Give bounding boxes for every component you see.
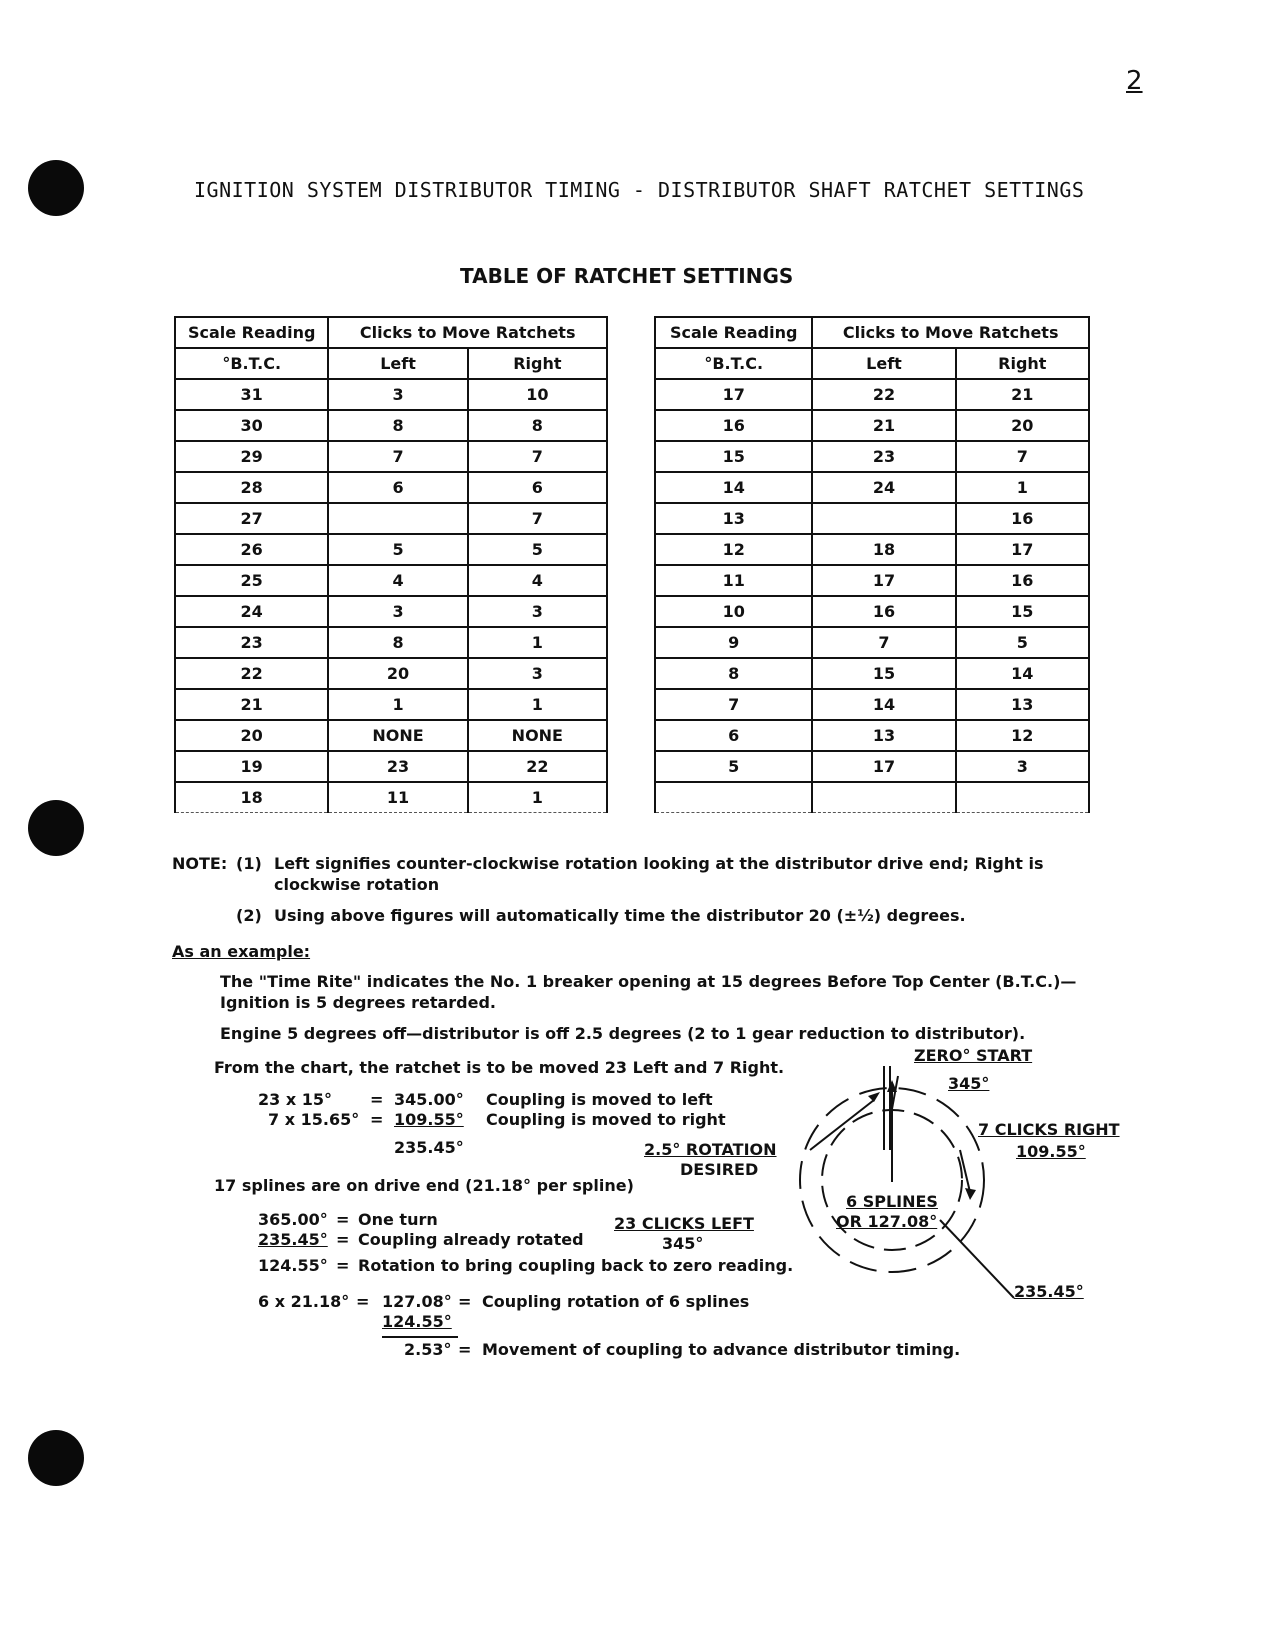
cell-left-clicks: 15 [812,658,955,689]
rotation-leader [810,1100,874,1150]
cell-left-clicks: 3 [328,596,467,627]
cell-right-clicks: 15 [956,596,1089,627]
cell-scale-reading: 29 [175,441,328,472]
cell-left-clicks: 3 [328,379,467,410]
cell-scale-reading: 5 [655,751,812,782]
table-row [175,658,607,689]
table-row [175,627,607,658]
table-row [175,441,607,472]
table-row [655,565,1089,596]
calc-8-value: 124.55° [382,1312,452,1331]
diagram-rotation-line1: 2.5° ROTATION [644,1140,777,1159]
table-row [175,534,607,565]
diagram-bottom-value: 235.45° [1014,1282,1084,1301]
calc-2-equals: = [370,1110,384,1129]
diagram-zero-value: 345° [948,1074,990,1093]
note-1-line1: Left signifies counter-clockwise rotation looking at the distributor drive end; Right is [274,854,1044,873]
note-2-number: (2) [236,906,262,925]
bottom-leader [940,1220,1014,1298]
calc-9-separator [382,1336,458,1338]
example-paragraph-1-line1: The "Time Rite" indicates the No. 1 breaker opening at 15 degrees Before Top Center (B.T.C.)— [220,972,1077,991]
header-right: Right [956,348,1089,379]
cell-scale-reading: 30 [175,410,328,441]
diagram-clicks-right-value: 109.55° [1016,1142,1086,1161]
table-header-row [655,317,1089,348]
table-row [175,782,607,813]
cell-right-clicks: 5 [956,627,1089,658]
calc-9-description: Movement of coupling to advance distributor timing. [482,1340,961,1359]
calc-9-result: 2.53° [404,1340,452,1359]
cell-left-clicks: 7 [812,627,955,658]
calc-7-expression: 6 x 21.18° [258,1292,350,1311]
cell-left-clicks [812,782,955,813]
cell-left-clicks: 20 [328,658,467,689]
cell-scale-reading: 8 [655,658,812,689]
calc-7-result: 127.08° [382,1292,452,1311]
ratchet-table-left [174,316,608,813]
cell-right-clicks: 10 [468,379,607,410]
cell-left-clicks: 23 [812,441,955,472]
cell-scale-reading: 20 [175,720,328,751]
cell-scale-reading: 19 [175,751,328,782]
cell-scale-reading: 11 [655,565,812,596]
calc-9-equals: = [458,1340,472,1359]
header-left: Left [328,348,467,379]
cell-scale-reading: 10 [655,596,812,627]
cell-right-clicks: 3 [956,751,1089,782]
cell-left-clicks [812,503,955,534]
cell-left-clicks: NONE [328,720,467,751]
table-row [175,720,607,751]
cell-left-clicks: 7 [328,441,467,472]
header-btc: °B.T.C. [175,348,328,379]
cell-left-clicks: 5 [328,534,467,565]
cell-scale-reading: 25 [175,565,328,596]
cell-right-clicks: 21 [956,379,1089,410]
calc-4-equals: = [336,1210,350,1229]
cell-left-clicks [328,503,467,534]
table-row [655,782,1089,813]
table-row [655,689,1089,720]
calc-5-equals: = [336,1230,350,1249]
document-title: IGNITION SYSTEM DISTRIBUTOR TIMING - DISTRIBUTOR SHAFT RATCHET SETTINGS [194,178,1085,202]
diagram-zero-start: ZERO° START [914,1046,1033,1065]
cell-left-clicks: 8 [328,627,467,658]
calc-4-description: One turn [358,1210,438,1229]
calc-1-expression: 23 x 15° [258,1090,332,1109]
splines-info: 17 splines are on drive end (21.18° per spline) [214,1176,634,1195]
calc-2-expression: 7 x 15.65° [268,1110,360,1129]
cell-left-clicks: 16 [812,596,955,627]
table-subheader-row [175,348,607,379]
calc-6-equals: = [336,1256,350,1275]
header-scale-reading: Scale Reading [175,317,328,348]
cell-right-clicks: 7 [956,441,1089,472]
diagram-rotation-line2: DESIRED [680,1160,759,1179]
cell-left-clicks: 4 [328,565,467,596]
cell-left-clicks: 8 [328,410,467,441]
calc-2-description: Coupling is moved to right [486,1110,726,1129]
diagram-clicks-left-value: 345° [662,1234,704,1253]
diagram-splines-line2: OR 127.08° [836,1212,938,1231]
cell-right-clicks: 14 [956,658,1089,689]
example-paragraph-2: Engine 5 degrees off—distributor is off 2.5 degrees (2 to 1 gear reduction to distributor). [220,1024,1026,1043]
calc-1-result: 345.00° [394,1090,464,1109]
table-row [175,472,607,503]
cell-scale-reading: 18 [175,782,328,813]
cell-right-clicks [956,782,1089,813]
header-scale-reading: Scale Reading [655,317,812,348]
table-row [175,751,607,782]
cell-right-clicks: 4 [468,565,607,596]
table-row [655,751,1089,782]
example-heading: As an example: [172,942,311,961]
cell-scale-reading: 31 [175,379,328,410]
binder-hole-top [28,160,84,216]
calc-7-equals-2: = [458,1292,472,1311]
cell-right-clicks: 20 [956,410,1089,441]
cell-left-clicks: 17 [812,565,955,596]
header-right: Right [468,348,607,379]
cell-scale-reading: 21 [175,689,328,720]
calc-5-description: Coupling already rotated [358,1230,584,1249]
cell-left-clicks: 14 [812,689,955,720]
table-row [175,565,607,596]
cell-left-clicks: 6 [328,472,467,503]
cell-scale-reading: 9 [655,627,812,658]
cell-right-clicks: 5 [468,534,607,565]
cell-right-clicks: 6 [468,472,607,503]
ratchet-table-right [654,316,1090,813]
diagram-clicks-left: 23 CLICKS LEFT [614,1214,754,1233]
table-row [655,410,1089,441]
cell-scale-reading: 24 [175,596,328,627]
table-row [655,472,1089,503]
cell-right-clicks: 3 [468,658,607,689]
table-subheader-row [655,348,1089,379]
table-row [175,503,607,534]
cell-right-clicks: 7 [468,441,607,472]
cell-left-clicks: 22 [812,379,955,410]
cell-scale-reading: 23 [175,627,328,658]
calc-6-value: 124.55° [258,1256,328,1275]
table-row [655,627,1089,658]
cell-scale-reading: 22 [175,658,328,689]
example-paragraph-3: From the chart, the ratchet is to be moved 23 Left and 7 Right. [214,1058,785,1077]
binder-hole-bottom [28,1430,84,1486]
calc-6-description: Rotation to bring coupling back to zero reading. [358,1256,794,1275]
header-btc: °B.T.C. [655,348,812,379]
cell-left-clicks: 18 [812,534,955,565]
binder-hole-middle [28,800,84,856]
header-clicks: Clicks to Move Ratchets [812,317,1089,348]
cell-right-clicks: NONE [468,720,607,751]
cell-right-clicks: 8 [468,410,607,441]
cell-right-clicks: 1 [956,472,1089,503]
cell-left-clicks: 23 [328,751,467,782]
calc-1-equals: = [370,1090,384,1109]
cell-right-clicks: 3 [468,596,607,627]
cell-right-clicks: 16 [956,565,1089,596]
cell-scale-reading: 14 [655,472,812,503]
calc-5-value: 235.45° [258,1230,328,1249]
diagram-splines-line1: 6 SPLINES [846,1192,938,1211]
cell-left-clicks: 24 [812,472,955,503]
note-1-number: (1) [236,854,262,873]
cell-right-clicks: 12 [956,720,1089,751]
cell-right-clicks: 16 [956,503,1089,534]
cell-scale-reading: 16 [655,410,812,441]
cell-scale-reading [655,782,812,813]
example-paragraph-1-line2: Ignition is 5 degrees retarded. [220,993,497,1012]
page-number: 2 [1126,66,1143,96]
cell-scale-reading: 28 [175,472,328,503]
cell-scale-reading: 27 [175,503,328,534]
calc-7-equals: = [356,1292,370,1311]
cell-left-clicks: 1 [328,689,467,720]
note-1-line2: clockwise rotation [274,875,440,894]
cell-left-clicks: 13 [812,720,955,751]
note-2-text: Using above figures will automatically time the distributor 20 (±½) degrees. [274,906,966,925]
calc-3-total: 235.45° [394,1138,464,1157]
calc-2-result: 109.55° [394,1110,464,1129]
cell-right-clicks: 1 [468,782,607,813]
cell-scale-reading: 15 [655,441,812,472]
header-clicks: Clicks to Move Ratchets [328,317,607,348]
table-row [655,441,1089,472]
cell-left-clicks: 21 [812,410,955,441]
table-header-row [175,317,607,348]
cell-right-clicks: 22 [468,751,607,782]
arc-arrow-head [965,1188,976,1200]
table-row [655,720,1089,751]
table-row [655,596,1089,627]
note-label: NOTE: [172,854,228,873]
cell-right-clicks: 1 [468,627,607,658]
calc-7-description: Coupling rotation of 6 splines [482,1292,750,1311]
table-row [655,379,1089,410]
cell-scale-reading: 13 [655,503,812,534]
cell-right-clicks: 13 [956,689,1089,720]
cell-left-clicks: 11 [328,782,467,813]
calc-1-description: Coupling is moved to left [486,1090,713,1109]
table-row [175,379,607,410]
cell-right-clicks: 7 [468,503,607,534]
cell-right-clicks: 1 [468,689,607,720]
table-row [175,410,607,441]
cell-scale-reading: 17 [655,379,812,410]
cell-scale-reading: 7 [655,689,812,720]
header-left: Left [812,348,955,379]
cell-scale-reading: 6 [655,720,812,751]
table-row [655,658,1089,689]
table-row [175,689,607,720]
table-row [655,534,1089,565]
cell-left-clicks: 17 [812,751,955,782]
table-title: TABLE OF RATCHET SETTINGS [460,264,794,288]
calc-4-value: 365.00° [258,1210,328,1229]
diagram-clicks-right: 7 CLICKS RIGHT [978,1120,1120,1139]
cell-scale-reading: 26 [175,534,328,565]
table-row [655,503,1089,534]
cell-scale-reading: 12 [655,534,812,565]
cell-right-clicks: 17 [956,534,1089,565]
table-row [175,596,607,627]
rotation-arrow-head [868,1092,880,1102]
